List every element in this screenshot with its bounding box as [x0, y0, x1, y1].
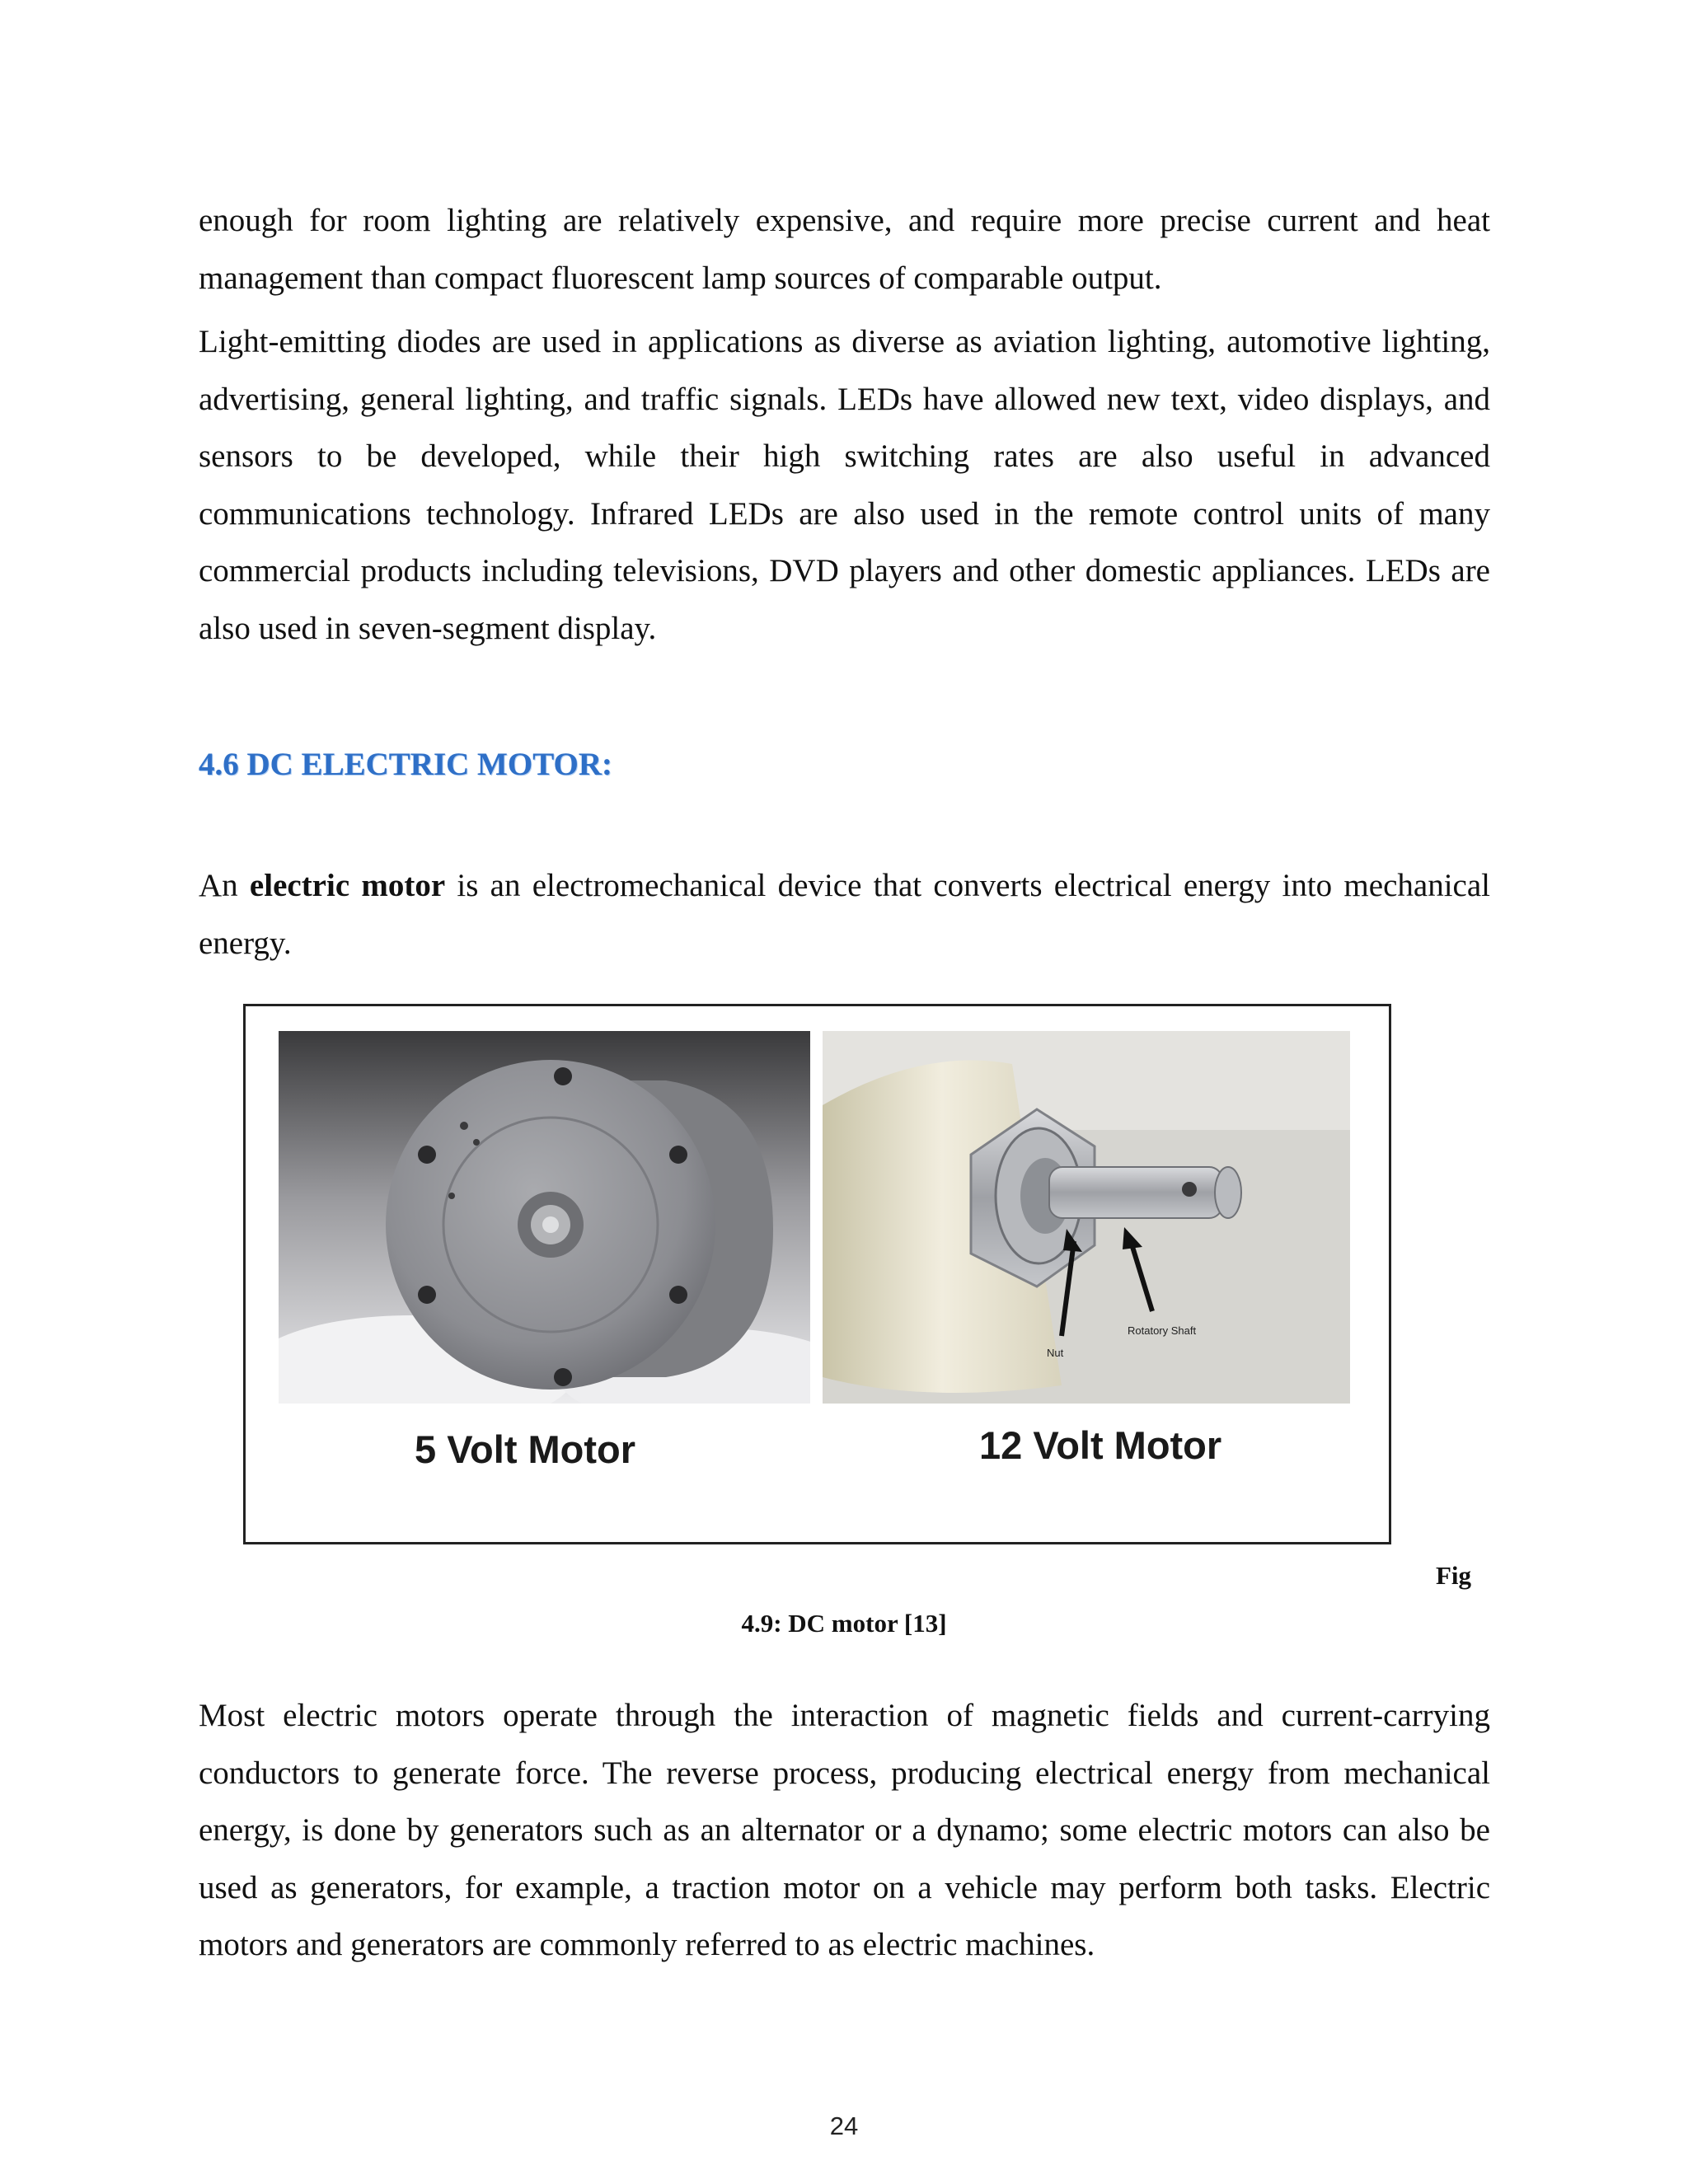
figure-caption: 4.9: DC motor [13]: [741, 1609, 947, 1638]
label-5-volt-motor: 5 Volt Motor: [415, 1427, 636, 1471]
paragraph-led-cost: enough for room lighting are relatively expensive, and require more precise current and heat management than compact fluorescent lamp sources of comparable output.: [199, 203, 1490, 296]
term-electric-motor: electric motor: [249, 868, 446, 903]
annotation-nut: Nut: [1047, 1347, 1064, 1359]
paragraph-motor-rest: is an electromechanical device that converts electrical energy into mechanical energy.: [199, 868, 1490, 961]
annotation-rotatory-shaft: Rotatory Shaft: [1128, 1324, 1197, 1337]
paragraph-motor-definition: [199, 857, 1490, 972]
photo-5-volt-motor: [279, 1031, 810, 1404]
paragraph-motor-operation: Most electric motors operate through the interaction of magnetic fields and current-carrying conductors to generate force. The reverse process, producing electrical energy from mechanical energy, is done by generators such as an alternator or a dynamo; some electric motors can also be used as generators, for example, a traction motor on a vehicle may perform both tasks. Electric motors and generators are commonly referred to as electric machines.: [199, 1698, 1490, 1962]
figure-caption-prefix: Fig: [1436, 1561, 1472, 1590]
figure-dc-motor: [243, 1004, 1391, 1544]
photo-12-volt-motor: [823, 1031, 1350, 1404]
paragraph-led-applications: Light-emitting diodes are used in applications as diverse as aviation lighting, automotive lighting, advertising, general lighting, and traffic signals. LEDs have allowed new text, video displays, and sensors to be developed, while their high switching rates are also useful in advanced communications technology. Infrared LEDs are also used in the remote control units of many commercial products including televisions, DVD players and other domestic appliances. LEDs are also used in seven-segment display.: [199, 324, 1490, 646]
section-heading: 4.6 DC ELECTRIC MOTOR:: [199, 747, 612, 782]
page-number: 24: [829, 2111, 859, 2140]
paragraph-motor-prefix: An: [199, 868, 250, 903]
label-12-volt-motor: 12 Volt Motor: [979, 1423, 1222, 1467]
motor-12v-illustration: [823, 1031, 1350, 1404]
motor-5v-illustration: [279, 1031, 810, 1404]
